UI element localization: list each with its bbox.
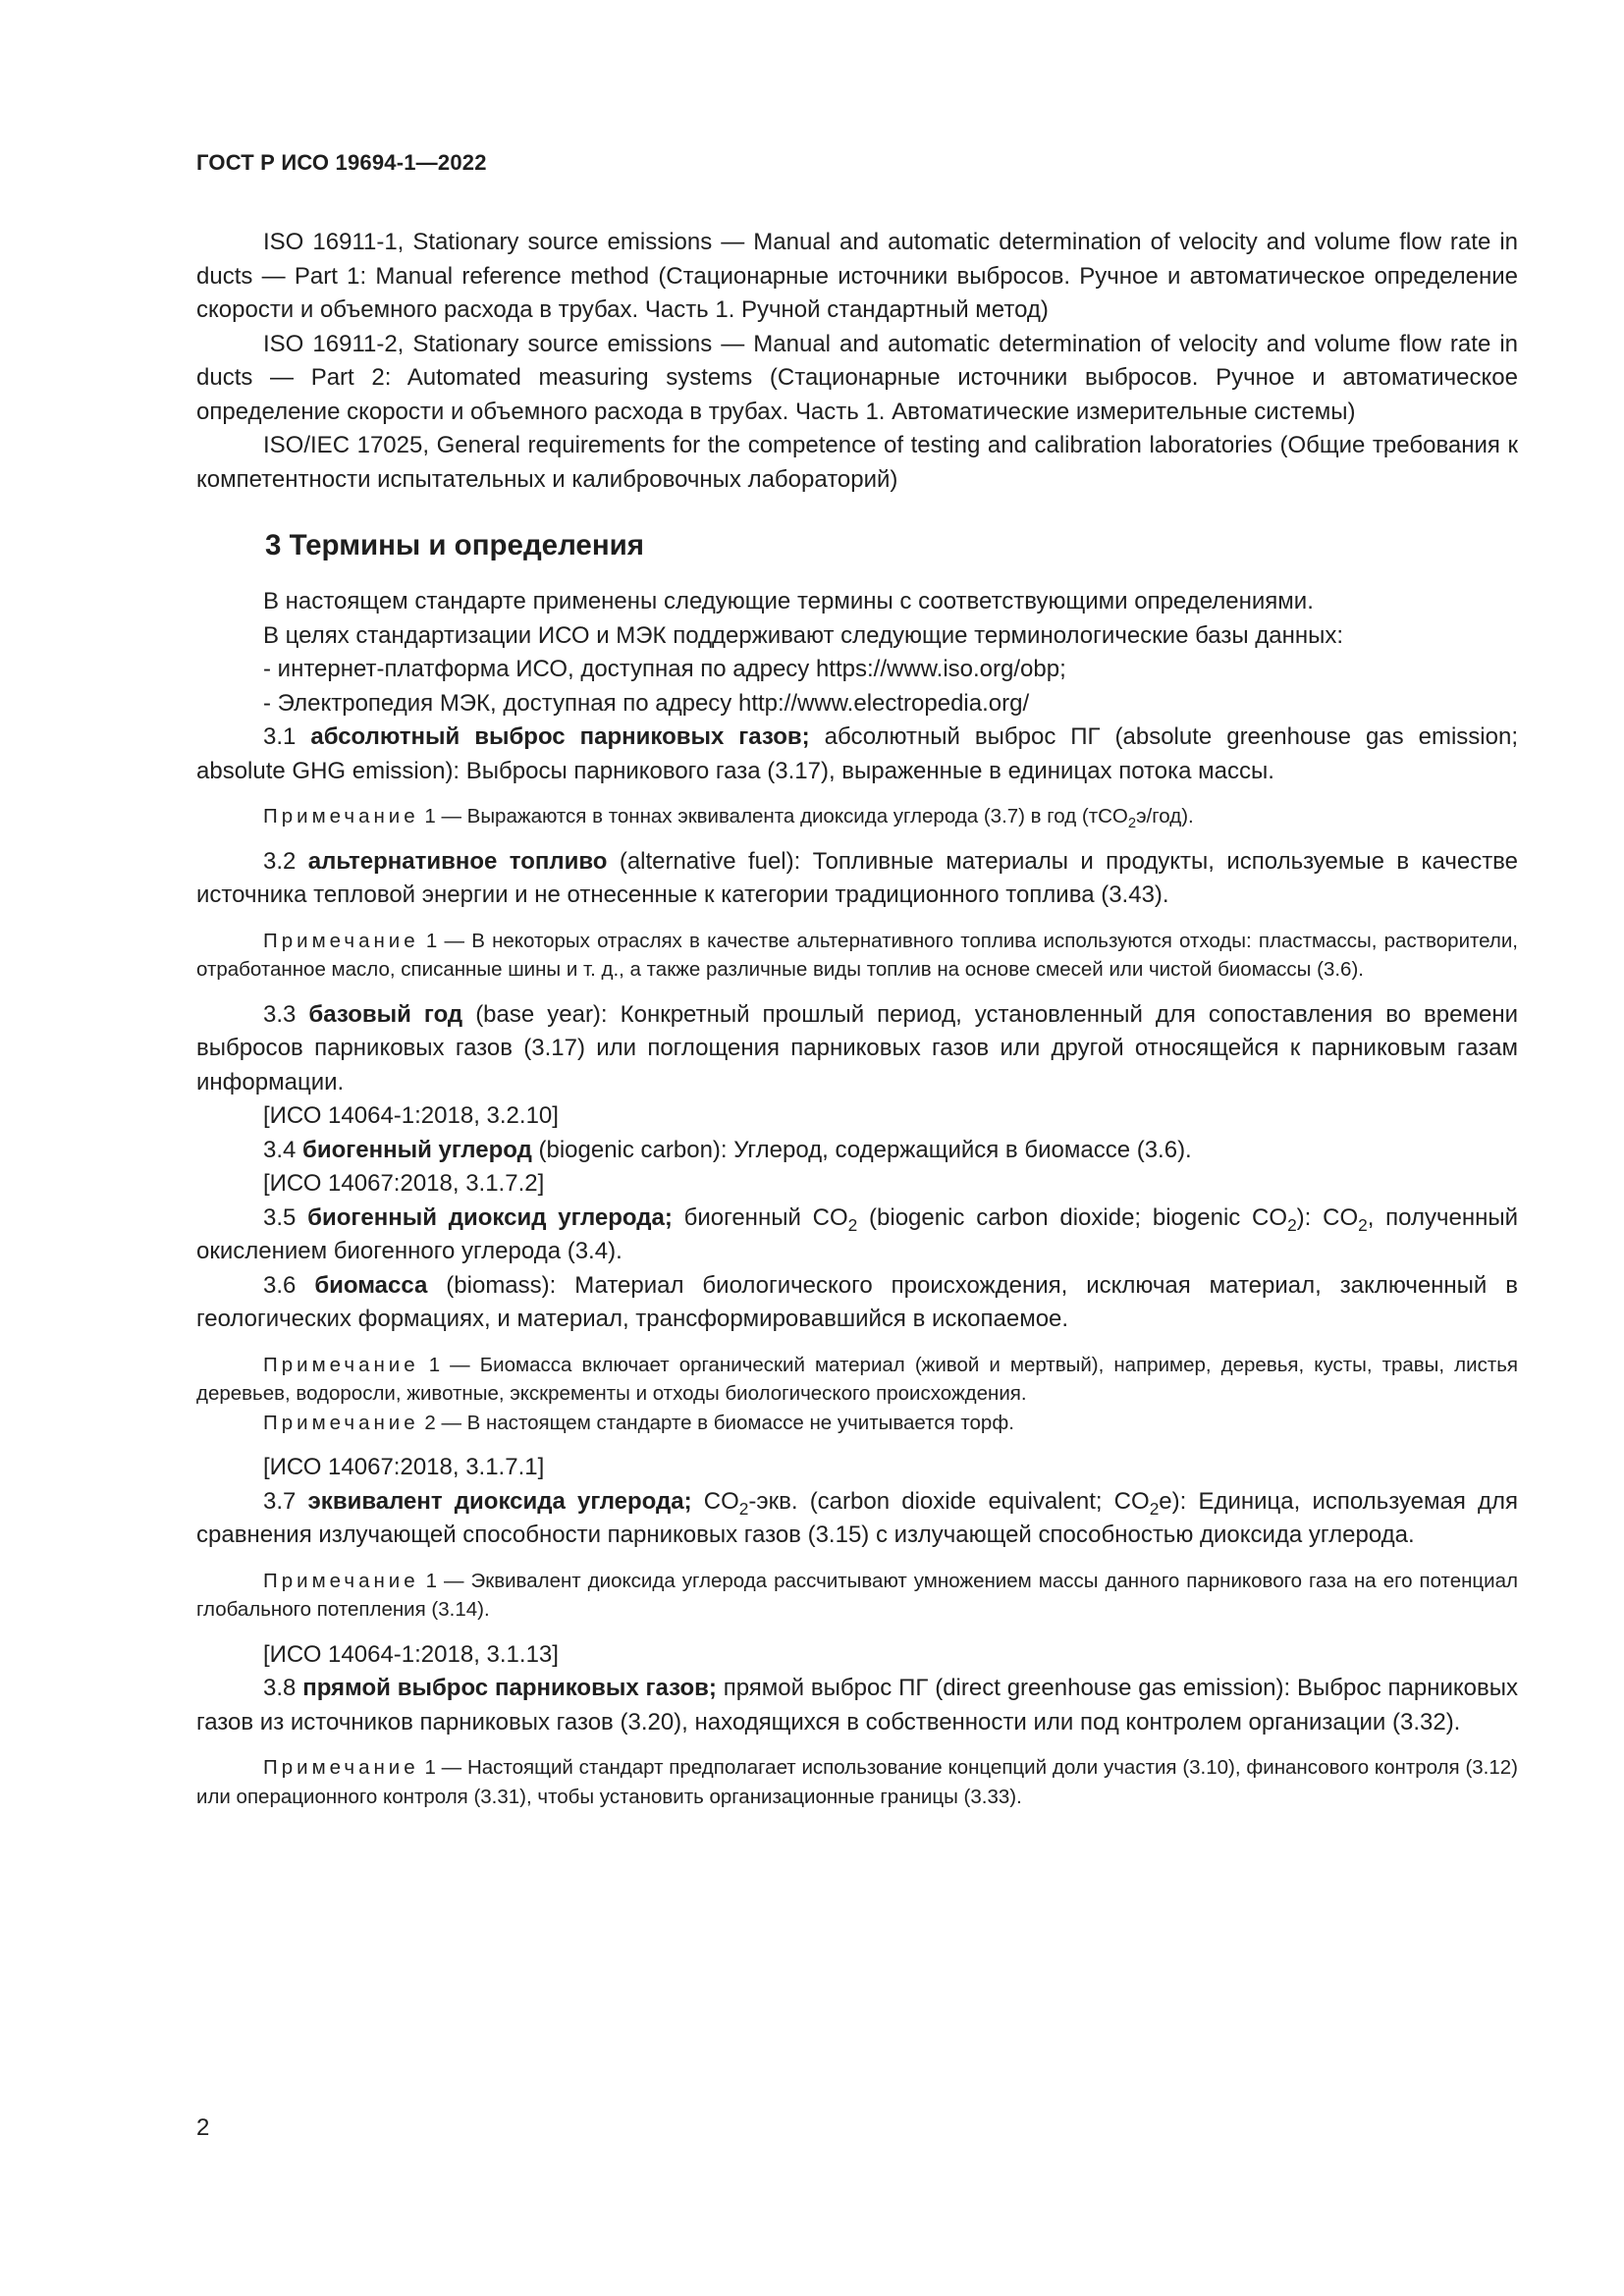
note-label: Примечание (263, 1353, 419, 1376)
intro-line: - интернет-платформа ИСО, доступная по адресу https://www.iso.org/obp; (263, 656, 1066, 682)
term-definition: (biogenic carbon): Углерод, содержащийся в биомассе (3.6). (538, 1136, 1192, 1163)
term-number: 3.3 (263, 1000, 297, 1028)
term-definition: прямой выброс ПГ (direct greenhouse gas emission): Выброс парниковых газов из источников парниковых газов (3.20), находящихся в собственности или под контролем организации (3.32). (196, 1675, 1518, 1735)
note: Примечание 1 — В некоторых отраслях в качестве альтернативного топлива используются отходы: пластмассы, растворители, отработанное масло, списанные шины и т. д., а также различные виды топлив на основе смесей или чистой биомассы (3.6). (196, 929, 1519, 981)
term-3-2 (196, 845, 1518, 913)
term-number: 3.6 (263, 1271, 297, 1299)
note-label: Примечание (263, 1756, 419, 1779)
term-name: альтернативное топливо (307, 847, 608, 875)
note: Примечание 1 — Выражаются в тоннах эквивалента диоксида углерода (3.7) в год (тCO$_2$э/год). (263, 805, 1194, 832)
term-source: [ИСО 14064-1:2018, 3.2.10] (263, 1102, 559, 1129)
term-number: 3.5 (263, 1203, 297, 1231)
term-number: 3.2 (263, 847, 297, 875)
term-number: 3.4 (263, 1136, 297, 1163)
term-3-3 (196, 998, 1518, 1100)
term-number: 3.8 (263, 1675, 297, 1701)
note-label: Примечание (263, 1569, 419, 1592)
term-name: биомасса (314, 1271, 428, 1299)
page-number: 2 (196, 2114, 210, 2141)
term-definition: (alternative fuel): Топливные материалы и продукты, используемые в качестве источника тепловой энергии и не отнесенные к категории традиционного топлива (3.43). (196, 847, 1519, 908)
note-label: Примечание (263, 929, 419, 952)
note: Примечание 1 — Эквивалент диоксида углерода рассчитывают умножением массы данного парникового газа на его потенциал глобального потепления (3.14). (196, 1569, 1518, 1621)
intro-line: - Электропедия МЭК, доступная по адресу http://www.electropedia.org/ (263, 689, 1030, 717)
term-definition: (biomass): Материал биологического происхождения, исключая материал, заключенный в геологических формациях, и материал, трансформировавшийся в ископаемое. (196, 1271, 1519, 1332)
term-3-4 (196, 1134, 1518, 1168)
term-source: [ИСО 14064-1:2018, 3.1.13] (263, 1640, 559, 1668)
term-3-8 (196, 1672, 1518, 1739)
document-body (196, 226, 1518, 1825)
note: Примечание 2 — В настоящем стандарте в биомассе не учитывается торф. (263, 1411, 1014, 1434)
term-name: биогенный углерод (302, 1136, 532, 1163)
note: Примечание 1 — Биомасса включает органический материал (живой и мертвый), например, деревья, кусты, травы, листья деревьев, водоросли, животные, экскременты и отходы биологического происхождения. (196, 1353, 1518, 1405)
note-label: Примечание (263, 805, 419, 828)
term-3-1 (196, 721, 1518, 788)
note-label: Примечание (263, 1411, 419, 1434)
intro-line: В настоящем стандарте применены следующие термины с соответствующими определениями. (263, 588, 1314, 614)
term-number: 3.7 (263, 1487, 297, 1515)
document-header: ГОСТ Р ИСО 19694-1—2022 (196, 150, 487, 175)
term-name: базовый год (308, 1000, 463, 1028)
term-definition: (base year): Конкретный прошлый период, установленный для сопоставления во времени выбросов парниковых газов (3.17) или поглощения парниковых газов или другой относящейся к парниковым газам информации. (196, 1000, 1518, 1095)
term-name: прямой выброс парниковых газов; (302, 1675, 717, 1701)
term-3-7: 3.7 эквивалент диоксида углерода; $CO_2$-экв. (carbon dioxide equivalent; $CO_2e$): Единица, используемая для сравнения излучающей способности парниковых газов (3.15) с излучающей способностью диоксида углерода. (196, 1487, 1519, 1548)
intro-line: В целях стандартизации ИСО и МЭК поддерживают следующие терминологические базы данных: (263, 621, 1344, 649)
term-definition: абсолютный выброс ПГ (absolute greenhouse gas emission; absolute GHG emission): Выбросы парникового газа (3.17), выраженные в единицах потока массы. (196, 723, 1518, 784)
reference-item: ISO/IEC 17025, General requirements for the competence of testing and calibration laboratories (Общие требования к компетентности испытательных и калибровочных лабораторий) (196, 432, 1518, 493)
term-3-6 (196, 1269, 1518, 1337)
section-title: 3 Термины и определения (265, 529, 645, 561)
term-source: [ИСО 14067:2018, 3.1.7.1] (263, 1454, 545, 1480)
term-3-5: 3.5 биогенный диоксид углерода; биогенный $CO_2$ (biogenic carbon dioxide; biogenic $CO_2$): $CO_2$, полученный окислением биогенного углерода (3.4). (196, 1203, 1519, 1264)
reference-item: ISO 16911-1, Stationary source emissions — Manual and automatic determination of velocity and volume flow rate in ducts — Part 1: Manual reference method (Стационарные источники выбросов. Ручное и автоматическое определение скорости и объемного расхода в трубах. Часть 1. Ручной стандартный метод) (196, 229, 1518, 323)
term-name: биогенный диоксид углерода; (307, 1203, 673, 1231)
note: Примечание 1 — Настоящий стандарт предполагает использование концепций доли участия (3.10), финансового контроля (3.12) или операционного контроля (3.31), чтобы установить организационные границы (3.33). (196, 1756, 1518, 1808)
term-number: 3.1 (263, 723, 297, 750)
term-name: эквивалент диоксида углерода; (307, 1487, 692, 1515)
term-name: абсолютный выброс парниковых газов; (310, 723, 810, 750)
term-source: [ИСО 14067:2018, 3.1.7.2] (263, 1170, 545, 1197)
reference-item: ISO 16911-2, Stationary source emissions — Manual and automatic determination of velocity and volume flow rate in ducts — Part 2: Automated measuring systems (Стационарные источники выбросов. Ручное и автоматическое определение скорости и объемного расхода в трубах. Часть 1. Автоматические измерительные системы) (196, 330, 1518, 425)
